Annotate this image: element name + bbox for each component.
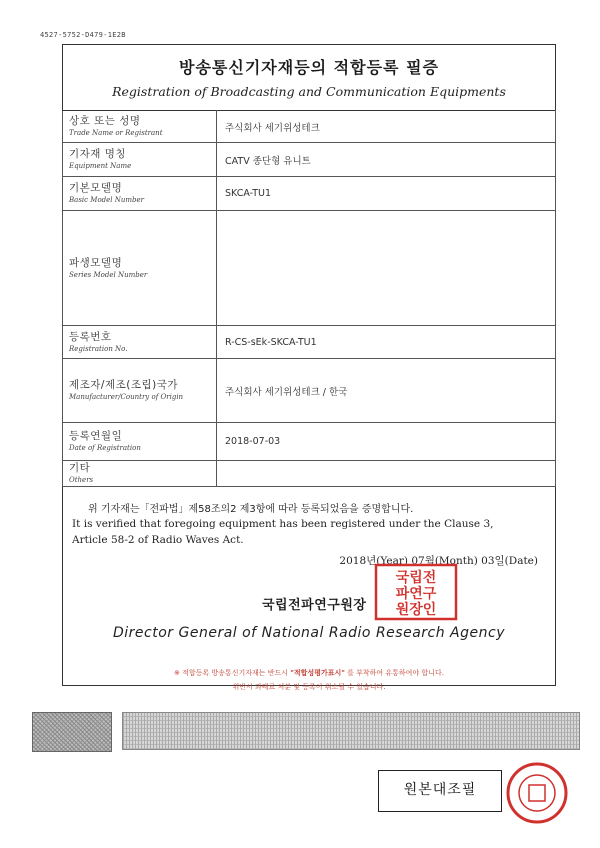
round-stamp-mark bbox=[529, 785, 545, 801]
value-registration-no: R-CS-sEk-SKCA-TU1 bbox=[217, 326, 556, 359]
label-registration-date: 등록연월일 Date of Registration bbox=[63, 423, 217, 461]
document-number: 4527-5752-D479-1E2B bbox=[40, 31, 126, 39]
row-equipment-name bbox=[63, 143, 556, 177]
value-equipment-name: CATV 종단형 유니트 bbox=[217, 143, 556, 177]
registration-table bbox=[62, 110, 556, 487]
issuer-korean: 국립전파연구원장 bbox=[262, 598, 367, 613]
seal-line-2: 파연구 bbox=[395, 586, 437, 602]
value-series-model bbox=[217, 211, 556, 326]
row-basic-model bbox=[63, 177, 556, 211]
original-copy-verified-stamp: 원본대조필 bbox=[378, 770, 502, 812]
label-others: 기타 Others bbox=[63, 461, 217, 487]
row-manufacturer bbox=[63, 359, 556, 423]
value-others bbox=[217, 461, 556, 487]
notice-line-2: 위반시 과태료 처분 및 등록이 취소될 수 있습니다. bbox=[232, 683, 386, 691]
round-company-stamp-icon bbox=[505, 761, 569, 825]
statement-english-line1: It is verified that foregoing equipment has been registered under the Clause 3, bbox=[72, 518, 494, 530]
value-trade-name: 주식회사 세기위성테크 bbox=[217, 111, 556, 143]
value-registration-date: 2018-07-03 bbox=[217, 423, 556, 461]
statement-korean: 위 기자재는「전파법」제58조의2 제3항에 따라 등록되었음을 증명합니다. bbox=[88, 504, 414, 515]
value-basic-model: SKCA-TU1 bbox=[217, 177, 556, 211]
issue-date: 2018년(Year) 07월(Month) 03일(Date) bbox=[339, 555, 538, 567]
label-equipment-name: 기자재 명칭 Equipment Name bbox=[63, 143, 217, 177]
value-manufacturer: 주식회사 세기위성테크 / 한국 bbox=[217, 359, 556, 423]
title-english: Registration of Broadcasting and Communication Equipments bbox=[112, 84, 506, 99]
row-others bbox=[63, 461, 556, 487]
round-stamp-outer bbox=[508, 764, 566, 822]
label-manufacturer: 제조자/제조(조립)국가 Manufacturer/Country of Origin bbox=[63, 359, 217, 423]
security-pattern-left bbox=[32, 712, 112, 752]
issuer-english: Director General of National Radio Research Agency bbox=[113, 625, 505, 641]
row-registration-date bbox=[63, 423, 556, 461]
seal-line-1: 국립전 bbox=[395, 570, 437, 586]
notice-line-1: ※ 적합등록 방송통신기자재는 반드시 "적합성평가표시" 를 부착하여 유통하여야 합니다. bbox=[174, 669, 444, 677]
label-registration-no: 등록번호 Registration No. bbox=[63, 326, 217, 359]
statement-english-line2: Article 58-2 of Radio Waves Act. bbox=[72, 534, 244, 546]
row-series-model bbox=[63, 211, 556, 326]
security-pattern-strip bbox=[122, 712, 580, 750]
seal-line-3: 원장인 bbox=[395, 602, 437, 618]
label-series-model: 파생모델명 Series Model Number bbox=[63, 211, 217, 326]
title-korean: 방송통신기자재등의 적합등록 필증 bbox=[179, 58, 439, 77]
label-basic-model: 기본모델명 Basic Model Number bbox=[63, 177, 217, 211]
row-registration-no bbox=[63, 326, 556, 359]
row-trade-name bbox=[63, 111, 556, 143]
label-trade-name: 상호 또는 성명 Trade Name or Registrant bbox=[63, 111, 217, 143]
official-seal-icon bbox=[374, 563, 458, 621]
round-stamp-inner bbox=[519, 775, 555, 811]
